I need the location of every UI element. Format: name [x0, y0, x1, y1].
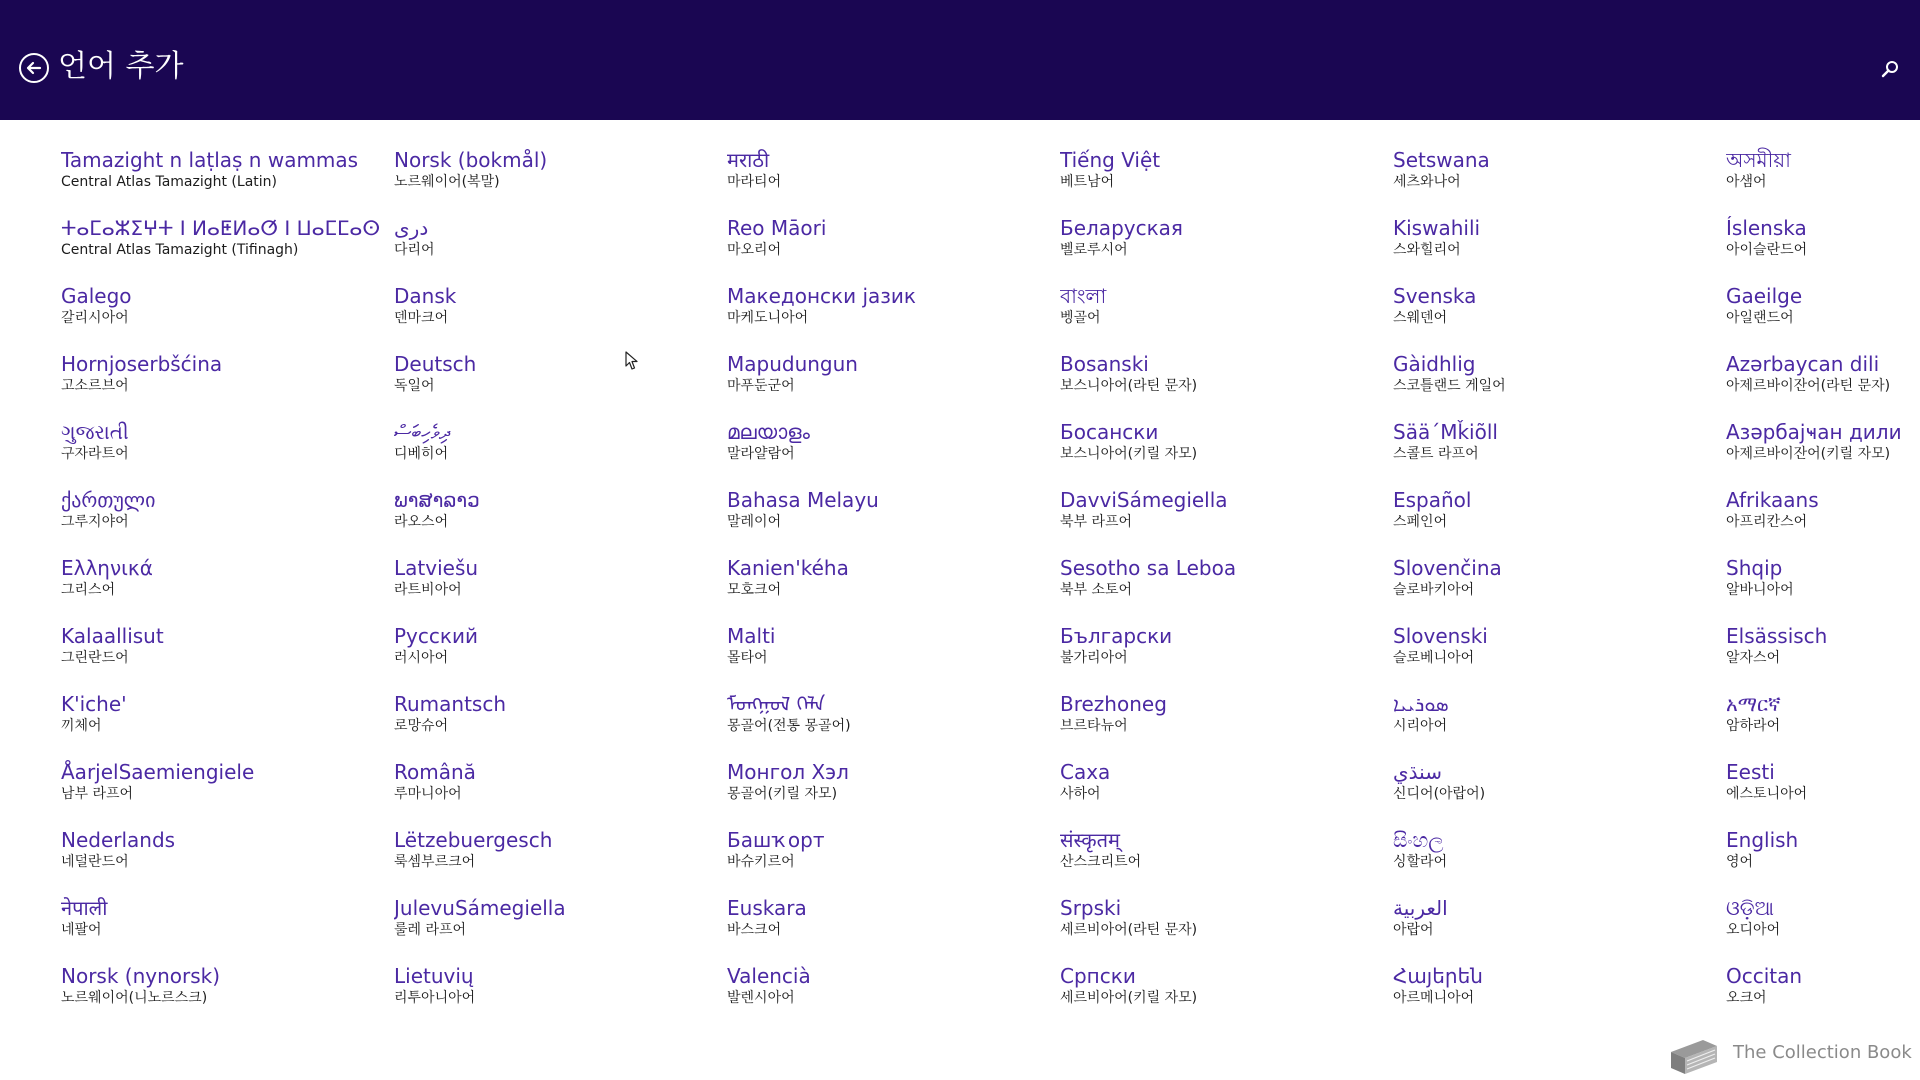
- language-native-name: ⵜⴰⵎⴰⵣⵉⵖⵜ ⵏ ⵍⴰⵟⵍⴰⵚ ⵏ ⵡⴰⵎⵎⴰⵙ: [61, 216, 381, 240]
- book-icon: [1665, 1030, 1721, 1080]
- language-item[interactable]: [1393, 827, 1726, 895]
- language-item[interactable]: [1060, 963, 1393, 1031]
- language-item[interactable]: [727, 487, 1060, 555]
- language-item[interactable]: [1060, 895, 1393, 963]
- language-korean-name: 말레이어: [727, 514, 782, 530]
- language-korean-name: 끼체어: [61, 718, 102, 734]
- language-korean-name: 세르비아어(라틴 문자): [1060, 922, 1198, 938]
- language-native-name: Norsk (nynorsk): [61, 964, 221, 988]
- language-korean-name: 에스토니아어: [1726, 786, 1808, 802]
- language-korean-name: 노르웨이어(복말): [394, 174, 500, 190]
- language-korean-name: 스웨덴어: [1393, 310, 1448, 326]
- language-korean-name: 오디아어: [1726, 922, 1781, 938]
- language-item[interactable]: [1726, 351, 1920, 419]
- language-item[interactable]: [727, 623, 1060, 691]
- language-native-name: Latviešu: [394, 556, 479, 580]
- language-native-name: ᠮᠣᠩᠭᠣᠯ ᠬᠡᠯᠡ: [727, 692, 826, 716]
- watermark: [1665, 1030, 1912, 1080]
- language-item[interactable]: [61, 419, 394, 487]
- language-native-name: Lëtzebuergesch: [394, 828, 553, 852]
- language-native-name: Kanien'kéha: [727, 556, 849, 580]
- language-item[interactable]: [1060, 147, 1393, 215]
- language-item[interactable]: [61, 963, 394, 1031]
- language-korean-name: 몽골어(키릴 자모): [727, 786, 838, 802]
- language-native-name: Русский: [394, 624, 478, 648]
- language-item[interactable]: [727, 419, 1060, 487]
- language-item[interactable]: [1060, 759, 1393, 827]
- language-item[interactable]: [727, 691, 1060, 759]
- language-item[interactable]: [61, 555, 394, 623]
- language-korean-name: 세츠와나어: [1393, 174, 1461, 190]
- language-item[interactable]: [1060, 827, 1393, 895]
- language-item[interactable]: [727, 283, 1060, 351]
- language-native-name: JulevuSámegiella: [394, 896, 566, 920]
- language-native-name: ދިވެހިބަސް: [394, 420, 450, 444]
- language-item[interactable]: [1393, 555, 1726, 623]
- language-native-name: Svenska: [1393, 284, 1477, 308]
- language-native-name: Norsk (bokmål): [394, 148, 548, 172]
- language-item[interactable]: [1726, 963, 1920, 1031]
- language-item[interactable]: [1060, 351, 1393, 419]
- language-korean-name: 리투아니아어: [394, 990, 476, 1006]
- language-native-name: Tiếng Việt: [1060, 148, 1161, 172]
- language-item[interactable]: [394, 147, 727, 215]
- search-icon: [1880, 59, 1900, 79]
- language-native-name: Nederlands: [61, 828, 176, 852]
- language-korean-name: 스코틀랜드 게일어: [1393, 378, 1506, 394]
- language-item[interactable]: [394, 351, 727, 419]
- language-native-name: Setswana: [1393, 148, 1490, 172]
- language-korean-name: 독일어: [394, 378, 435, 394]
- language-korean-name: 네덜란드어: [61, 854, 129, 870]
- language-native-name: Hornjoserbšćina: [61, 352, 223, 376]
- language-item[interactable]: [1726, 759, 1920, 827]
- language-item[interactable]: [1726, 147, 1920, 215]
- language-korean-name: 남부 라프어: [61, 786, 134, 802]
- language-item[interactable]: [727, 963, 1060, 1031]
- language-item[interactable]: [1726, 623, 1920, 691]
- language-native-name: Български: [1060, 624, 1173, 648]
- language-item[interactable]: [1393, 623, 1726, 691]
- language-native-name: Lietuvių: [394, 964, 474, 988]
- language-native-name: العربية: [1393, 896, 1448, 920]
- language-native-name: Kiswahili: [1393, 216, 1481, 240]
- language-item[interactable]: [727, 215, 1060, 283]
- language-native-name: Kalaallisut: [61, 624, 164, 648]
- language-korean-name: 베트남어: [1060, 174, 1115, 190]
- language-item[interactable]: [394, 555, 727, 623]
- language-korean-name: 러시아어: [394, 650, 449, 666]
- language-item[interactable]: [394, 283, 727, 351]
- language-korean-name: 불가리아어: [1060, 650, 1128, 666]
- language-item[interactable]: [394, 691, 727, 759]
- language-native-name: Español: [1393, 488, 1472, 512]
- language-native-name: Brezhoneg: [1060, 692, 1167, 716]
- language-item[interactable]: [394, 895, 727, 963]
- language-korean-name: 그리스어: [61, 582, 116, 598]
- language-korean-name: 아프리칸스어: [1726, 514, 1808, 530]
- language-korean-name: 산스크리트어: [1060, 854, 1142, 870]
- language-native-name: Հայերեն: [1393, 964, 1483, 988]
- language-korean-name: 마케도니아어: [727, 310, 809, 326]
- language-korean-name: 모호크어: [727, 582, 782, 598]
- language-item[interactable]: [1393, 283, 1726, 351]
- language-korean-name: 마라티어: [727, 174, 782, 190]
- language-item[interactable]: [61, 759, 394, 827]
- language-item[interactable]: [1060, 623, 1393, 691]
- language-native-name: Азәрбајҹан дили: [1726, 420, 1902, 444]
- language-korean-name: 노르웨이어(니노르스크): [61, 990, 208, 1006]
- language-item[interactable]: [1726, 419, 1920, 487]
- language-native-name: Azərbaycan dili: [1726, 352, 1880, 376]
- language-native-name: Gaeilge: [1726, 284, 1803, 308]
- language-korean-name: 말라얄람어: [727, 446, 795, 462]
- language-native-name: Sää´Mǩiõll: [1393, 420, 1498, 444]
- language-korean-name: 로망슈어: [394, 718, 449, 734]
- language-korean-name: 그루지야어: [61, 514, 129, 530]
- language-korean-name: 라트비아어: [394, 582, 462, 598]
- language-item[interactable]: [1060, 487, 1393, 555]
- language-native-name: Íslenska: [1726, 216, 1807, 240]
- language-native-name: English: [1726, 828, 1799, 852]
- language-korean-name: 스콜트 라프어: [1393, 446, 1479, 462]
- language-native-name: Rumantsch: [394, 692, 507, 716]
- language-item[interactable]: [727, 147, 1060, 215]
- language-korean-name: 브르타뉴어: [1060, 718, 1128, 734]
- language-item[interactable]: [1393, 963, 1726, 1031]
- language-native-name: Slovenski: [1393, 624, 1488, 648]
- language-korean-name: 네팔어: [61, 922, 102, 938]
- language-item[interactable]: [1060, 283, 1393, 351]
- language-korean-name: 아제르바이잔어(라틴 문자): [1726, 378, 1891, 394]
- language-korean-name: 아랍어: [1393, 922, 1434, 938]
- language-item[interactable]: [1726, 691, 1920, 759]
- language-korean-name: 신디어(아랍어): [1393, 786, 1486, 802]
- search-button[interactable]: [1880, 59, 1900, 79]
- language-korean-name: 루마니아어: [394, 786, 462, 802]
- language-native-name: Malti: [727, 624, 776, 648]
- language-korean-name: 고소르브어: [61, 378, 129, 394]
- language-korean-name: 알바니아어: [1726, 582, 1794, 598]
- language-korean-name: 벵골어: [1060, 310, 1101, 326]
- language-korean-name: 알자스어: [1726, 650, 1781, 666]
- language-item[interactable]: [1393, 895, 1726, 963]
- language-native-name: Монгол Хэл: [727, 760, 849, 784]
- language-item[interactable]: [1726, 555, 1920, 623]
- language-korean-name: 구자라트어: [61, 446, 129, 462]
- language-native-name: Afrikaans: [1726, 488, 1819, 512]
- language-item[interactable]: [727, 555, 1060, 623]
- language-item[interactable]: [727, 759, 1060, 827]
- language-korean-name: 갈리시아어: [61, 310, 129, 326]
- language-korean-name: 아샘어: [1726, 174, 1767, 190]
- language-item[interactable]: [1060, 555, 1393, 623]
- language-native-name: Srpski: [1060, 896, 1122, 920]
- language-item[interactable]: [394, 963, 727, 1031]
- language-item[interactable]: [1060, 419, 1393, 487]
- language-korean-name: 북부 소토어: [1060, 582, 1133, 598]
- language-korean-name: Central Atlas Tamazight (Latin): [61, 174, 277, 190]
- back-button[interactable]: [19, 53, 49, 83]
- language-item[interactable]: [394, 419, 727, 487]
- language-item[interactable]: [727, 895, 1060, 963]
- language-korean-name: 슬로바키아어: [1393, 582, 1475, 598]
- language-korean-name: 스페인어: [1393, 514, 1448, 530]
- language-native-name: ÅarjelSaemiengiele: [61, 760, 255, 784]
- language-native-name: سنڌي: [1393, 760, 1442, 784]
- language-item[interactable]: [1393, 487, 1726, 555]
- language-korean-name: 시리아어: [1393, 718, 1448, 734]
- language-item[interactable]: [61, 215, 394, 283]
- language-native-name: नेपाली: [61, 896, 108, 920]
- language-item[interactable]: [1393, 147, 1726, 215]
- language-korean-name: 룰레 라프어: [394, 922, 467, 938]
- language-native-name: Valencià: [727, 964, 811, 988]
- language-native-name: Gàidhlig: [1393, 352, 1476, 376]
- language-native-name: Shqip: [1726, 556, 1783, 580]
- language-item[interactable]: [727, 351, 1060, 419]
- language-korean-name: 바스크어: [727, 922, 782, 938]
- language-korean-name: 암하라어: [1726, 718, 1781, 734]
- language-native-name: Mapudungun: [727, 352, 858, 376]
- language-item[interactable]: [394, 827, 727, 895]
- language-korean-name: 보스니아어(키릴 자모): [1060, 446, 1198, 462]
- language-korean-name: 영어: [1726, 854, 1754, 870]
- language-korean-name: 슬로베니아어: [1393, 650, 1475, 666]
- language-korean-name: Central Atlas Tamazight (Tifinagh): [61, 242, 299, 258]
- language-korean-name: 보스니아어(라틴 문자): [1060, 378, 1198, 394]
- language-native-name: ܣܘܪܝܝܐ: [1393, 692, 1449, 716]
- language-korean-name: 발렌시아어: [727, 990, 795, 1006]
- language-native-name: മലയാളം: [727, 420, 810, 444]
- language-native-name: বাংলা: [1060, 284, 1107, 308]
- language-korean-name: 아이슬란드어: [1726, 242, 1808, 258]
- language-korean-name: 아일랜드어: [1726, 310, 1794, 326]
- language-native-name: دری: [394, 216, 429, 240]
- language-korean-name: 북부 라프어: [1060, 514, 1133, 530]
- language-item[interactable]: [61, 487, 394, 555]
- language-korean-name: 덴마크어: [394, 310, 449, 326]
- language-native-name: Reo Māori: [727, 216, 827, 240]
- language-native-name: संस्कृतम्: [1060, 828, 1121, 852]
- language-native-name: DavviSámegiella: [1060, 488, 1228, 512]
- language-korean-name: 바슈키르어: [727, 854, 795, 870]
- language-native-name: አማርኛ: [1726, 692, 1781, 716]
- language-native-name: Eesti: [1726, 760, 1775, 784]
- language-korean-name: 싱할라어: [1393, 854, 1448, 870]
- language-item[interactable]: [1393, 351, 1726, 419]
- language-native-name: Slovenčina: [1393, 556, 1502, 580]
- language-item[interactable]: [1726, 487, 1920, 555]
- language-native-name: অসমীয়া: [1726, 148, 1791, 172]
- language-native-name: Македонски јазик: [727, 284, 916, 308]
- language-korean-name: 세르비아어(키릴 자모): [1060, 990, 1198, 1006]
- language-korean-name: 디베히어: [394, 446, 449, 462]
- language-item[interactable]: [1393, 215, 1726, 283]
- language-list: [61, 147, 1920, 1017]
- language-item[interactable]: [394, 759, 727, 827]
- language-native-name: ગુજરાતી: [61, 420, 129, 444]
- language-item[interactable]: [61, 623, 394, 691]
- language-native-name: Башҡорт: [727, 828, 825, 852]
- language-item[interactable]: [1393, 419, 1726, 487]
- language-korean-name: 사하어: [1060, 786, 1101, 802]
- back-arrow-icon: [21, 55, 47, 81]
- language-item[interactable]: [1393, 759, 1726, 827]
- language-item[interactable]: [61, 827, 394, 895]
- language-korean-name: 아르메니아어: [1393, 990, 1475, 1006]
- language-native-name: Euskara: [727, 896, 807, 920]
- mouse-cursor-icon: [625, 351, 639, 371]
- language-korean-name: 스와힐리어: [1393, 242, 1461, 258]
- language-native-name: සිංහල: [1393, 828, 1444, 852]
- language-item[interactable]: [1393, 691, 1726, 759]
- language-native-name: Беларуская: [1060, 216, 1183, 240]
- language-native-name: ພາສາລາວ: [394, 488, 480, 512]
- language-item[interactable]: [61, 147, 394, 215]
- language-native-name: Deutsch: [394, 352, 477, 376]
- language-native-name: Occitan: [1726, 964, 1803, 988]
- language-native-name: Sesotho sa Leboa: [1060, 556, 1237, 580]
- language-korean-name: 마오리어: [727, 242, 782, 258]
- language-korean-name: 룩셈부르크어: [394, 854, 476, 870]
- language-native-name: Elsässisch: [1726, 624, 1828, 648]
- language-native-name: Босански: [1060, 420, 1159, 444]
- language-item[interactable]: [1726, 895, 1920, 963]
- language-item[interactable]: [727, 827, 1060, 895]
- language-native-name: Ελληνικά: [61, 556, 153, 580]
- language-native-name: Română: [394, 760, 476, 784]
- language-native-name: Bosanski: [1060, 352, 1149, 376]
- language-native-name: K'iche': [61, 692, 127, 716]
- language-native-name: ଓଡ଼ିଆ: [1726, 896, 1774, 920]
- language-native-name: ქართული: [61, 488, 156, 512]
- app-header: [0, 0, 1920, 120]
- language-item[interactable]: [1060, 691, 1393, 759]
- language-korean-name: 그린란드어: [61, 650, 129, 666]
- language-korean-name: 오크어: [1726, 990, 1767, 1006]
- language-korean-name: 아제르바이잔어(키릴 자모): [1726, 446, 1891, 462]
- language-korean-name: 몽골어(전통 몽골어): [727, 718, 851, 734]
- language-item[interactable]: [61, 283, 394, 351]
- language-item[interactable]: [1060, 215, 1393, 283]
- language-item[interactable]: [61, 351, 394, 419]
- language-item[interactable]: [394, 215, 727, 283]
- language-native-name: Tamazight n laṭlaṣ n wammas: [61, 148, 359, 172]
- language-item[interactable]: [1726, 827, 1920, 895]
- language-item[interactable]: [394, 487, 727, 555]
- language-item[interactable]: [61, 691, 394, 759]
- watermark-text: The Collection Book: [1733, 1042, 1912, 1063]
- language-native-name: Galego: [61, 284, 132, 308]
- language-item[interactable]: [1726, 215, 1920, 283]
- language-korean-name: 다리어: [394, 242, 435, 258]
- language-item[interactable]: [61, 895, 394, 963]
- language-native-name: Dansk: [394, 284, 457, 308]
- language-korean-name: 라오스어: [394, 514, 449, 530]
- language-korean-name: 벨로루시어: [1060, 242, 1128, 258]
- language-native-name: Српски: [1060, 964, 1136, 988]
- language-item[interactable]: [1726, 283, 1920, 351]
- language-korean-name: 몰타어: [727, 650, 768, 666]
- language-native-name: मराठी: [727, 148, 770, 172]
- language-item[interactable]: [394, 623, 727, 691]
- language-native-name: Bahasa Melayu: [727, 488, 879, 512]
- language-native-name: Саха: [1060, 760, 1111, 784]
- page-title: 언어 추가: [58, 49, 184, 84]
- language-korean-name: 마푸둔군어: [727, 378, 795, 394]
